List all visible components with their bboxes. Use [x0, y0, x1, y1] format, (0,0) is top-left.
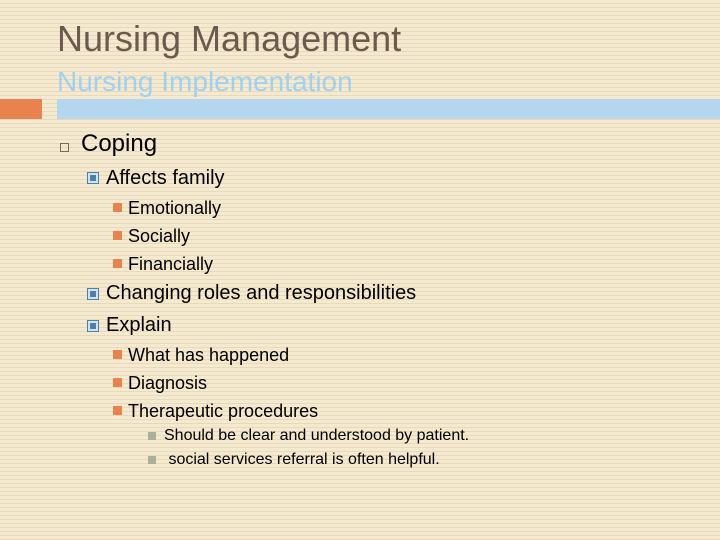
list-item-diagnosis: Diagnosis	[128, 373, 208, 393]
hollow-square-bullet-icon	[60, 143, 69, 152]
list-item-socially: Socially	[128, 226, 191, 246]
orange-square-bullet-icon	[113, 350, 122, 359]
list-item-social-services: social services referral is often helpful.	[164, 451, 440, 468]
orange-square-bullet-icon	[113, 259, 122, 268]
list-item-what-has-happened: What has happened	[128, 345, 290, 365]
blue-square-bullet-icon	[87, 320, 99, 332]
accent-bar-orange	[0, 99, 42, 119]
orange-square-bullet-icon	[113, 231, 122, 240]
list-item-affects-family: Affects family	[106, 167, 225, 189]
gray-square-bullet-icon	[148, 456, 156, 464]
slide-title: Nursing Management	[57, 18, 402, 59]
list-item-changing-roles: Changing roles and responsibilities	[106, 282, 417, 304]
orange-square-bullet-icon	[113, 203, 122, 212]
slide-subtitle: Nursing Implementation	[57, 66, 353, 97]
list-item-emotionally: Emotionally	[128, 198, 222, 218]
accent-bar-blue	[57, 99, 720, 119]
list-item-therapeutic-procedures: Therapeutic procedures	[128, 401, 319, 421]
blue-square-bullet-icon	[87, 172, 99, 184]
list-item-should-be-clear: Should be clear and understood by patient.	[164, 427, 470, 444]
list-item-financially: Financially	[128, 254, 214, 274]
orange-square-bullet-icon	[113, 378, 122, 387]
blue-square-bullet-icon	[87, 288, 99, 300]
orange-square-bullet-icon	[113, 406, 122, 415]
list-item-coping: Coping	[81, 130, 158, 157]
gray-square-bullet-icon	[148, 432, 156, 440]
list-item-explain: Explain	[106, 314, 172, 336]
